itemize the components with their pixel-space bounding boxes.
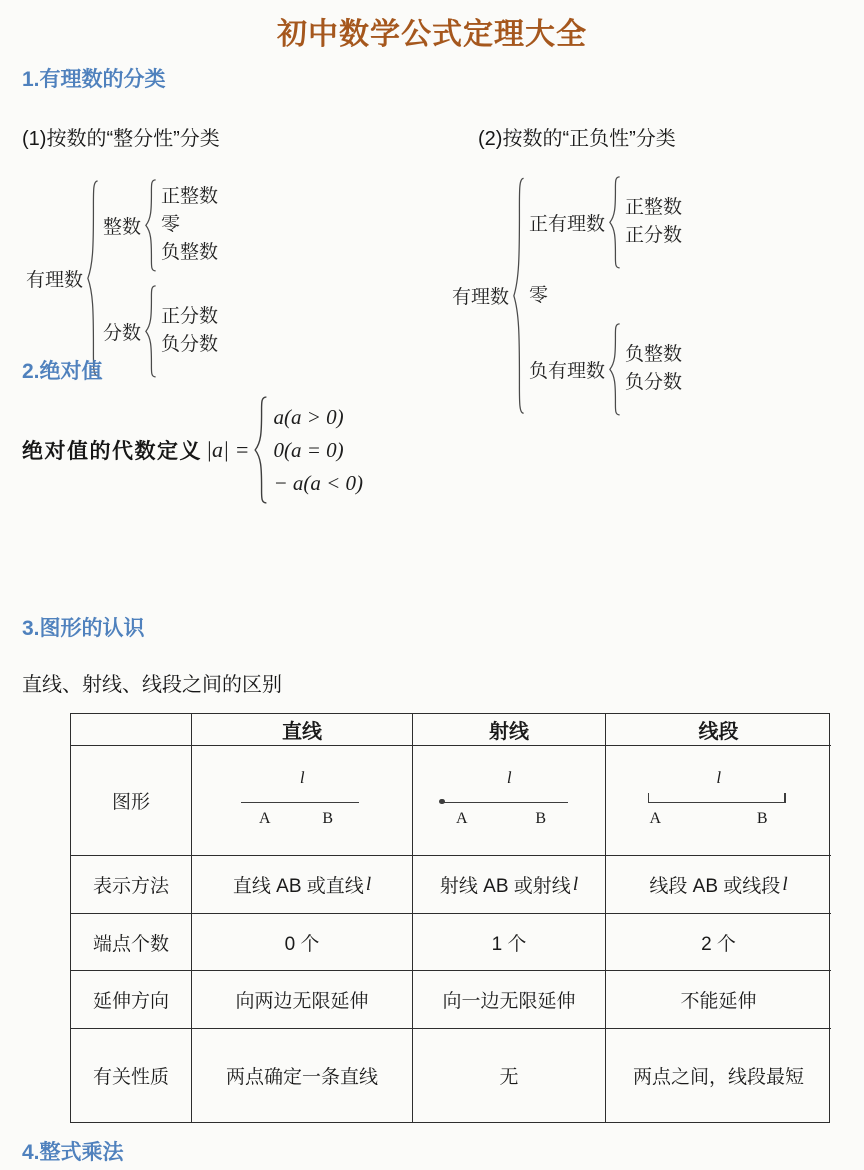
header-cell-line: 直线 [192, 714, 413, 746]
rational-number-tree-by-sign [452, 176, 682, 416]
rational-number-tree-by-integrality [26, 179, 218, 378]
figure-cell-segment [606, 746, 831, 856]
section-2-heading: 2.绝对值 [22, 360, 103, 383]
table-subtitle: 直线、射线、线段之间的区别 [22, 674, 282, 696]
segment-shape [648, 802, 786, 803]
row-label-properties: 有关性质 [71, 1029, 192, 1122]
formula-label: 绝对值的代数定义 [22, 440, 202, 463]
formula-lhs: |a| = [206, 437, 250, 462]
absolute-value-definition [22, 396, 363, 504]
line-diagram [227, 766, 377, 836]
extension-segment: 不能延伸 [606, 971, 831, 1029]
extension-line: 向两边无限延伸 [192, 971, 413, 1029]
tree-leaf: 正整数 [161, 186, 219, 208]
endpoint-count-line: 0 个 [192, 914, 413, 971]
tree-leaves [161, 303, 218, 359]
tree-branch-zero [529, 282, 682, 310]
tree-leaves [161, 183, 218, 267]
notation-variable: l [782, 873, 788, 895]
row-label-figure: 图形 [71, 746, 192, 856]
endpoint-count-segment: 2 个 [606, 914, 831, 971]
tree-root-label: 有理数 [452, 287, 510, 309]
point-a-label: A [649, 809, 662, 827]
point-a-label: A [259, 809, 271, 827]
tree-leaf: 正整数 [625, 197, 683, 219]
tree-branch-positive-rationals [529, 176, 682, 269]
left-brace-icon [608, 176, 621, 269]
ray-shape [440, 802, 568, 803]
section-3-heading: 3.图形的认识 [22, 617, 145, 640]
left-brace-icon [86, 179, 99, 378]
tree-branch-label: 整数 [103, 216, 142, 238]
tree-branch-label: 正有理数 [529, 213, 606, 235]
case-positive: a(a > 0) [273, 404, 344, 429]
endpoint-labels [434, 810, 584, 828]
notation-cell-segment [606, 856, 831, 914]
point-b-label: B [535, 809, 546, 827]
row-label-endpoint-count: 端点个数 [71, 914, 192, 971]
tree-branches [103, 179, 218, 378]
point-b-label: B [756, 809, 768, 827]
figure-cell-line [192, 746, 413, 856]
property-ray: 无 [413, 1029, 606, 1122]
left-brace-icon [144, 179, 157, 272]
segment-diagram [644, 766, 794, 836]
classification-subheading-2: (2)按数的“正负性”分类 [478, 128, 676, 150]
notation-text: 直线 AB 或直线 [232, 876, 364, 897]
line-ray-segment-table [70, 713, 830, 1123]
tree-leaf: 负整数 [161, 242, 219, 264]
notation-text: 射线 AB 或射线 [439, 876, 571, 897]
tree-leaf: 负分数 [625, 372, 683, 394]
tree-leaf: 负整数 [625, 344, 683, 366]
tree-leaf: 负分数 [161, 334, 219, 356]
endpoint-count-ray: 1 个 [413, 914, 606, 971]
tree-branches [529, 176, 682, 416]
notation-text: 线段 AB 或线段 [649, 876, 781, 897]
tree-leaves [625, 194, 682, 250]
row-label-notation: 表示方法 [71, 856, 192, 914]
tree-branch-fractions [103, 285, 218, 378]
header-cell-ray: 射线 [413, 714, 606, 746]
figure-cell-ray [413, 746, 606, 856]
notation-cell-line [192, 856, 413, 914]
tree-leaves [625, 341, 682, 397]
ray-name-label: l [506, 767, 512, 787]
tree-leaf: 零 [161, 214, 181, 236]
point-a-label: A [456, 809, 468, 827]
tree-branch-label: 分数 [103, 322, 142, 344]
tree-branch-negative-rationals [529, 323, 682, 416]
notation-cell-ray [413, 856, 606, 914]
line-shape [241, 802, 359, 803]
tree-root-label: 有理数 [26, 269, 84, 291]
notation-variable: l [572, 873, 579, 895]
ray-diagram [434, 766, 584, 836]
tree-branch-label: 负有理数 [529, 360, 606, 382]
segment-name-label: l [716, 767, 722, 787]
case-zero: 0(a = 0) [273, 437, 344, 462]
section-1-heading: 1.有理数的分类 [22, 68, 166, 91]
endpoint-labels [644, 810, 794, 828]
left-brace-icon [608, 323, 621, 416]
left-brace-icon [144, 285, 157, 378]
piecewise-cases [273, 401, 363, 500]
left-brace-icon [253, 396, 268, 504]
document-title: 初中数学公式定理大全 [277, 18, 587, 51]
tree-leaf: 正分数 [625, 225, 683, 247]
row-label-extension: 延伸方向 [71, 971, 192, 1029]
line-name-label: l [299, 767, 305, 787]
notation-variable: l [365, 873, 372, 895]
left-brace-icon [512, 176, 525, 416]
section-4-heading: 4.整式乘法 [22, 1141, 124, 1164]
property-line: 两点确定一条直线 [192, 1029, 413, 1122]
classification-subheading-1: (1)按数的“整分性”分类 [22, 128, 220, 150]
tree-branch-label: 零 [529, 284, 549, 306]
endpoint-labels [227, 810, 377, 828]
header-cell-blank [71, 714, 192, 746]
case-negative: − a(a < 0) [273, 470, 364, 495]
point-b-label: B [322, 809, 333, 827]
extension-ray: 向一边无限延伸 [413, 971, 606, 1029]
property-segment: 两点之间，线段最短 [632, 1067, 804, 1088]
tree-branch-integers [103, 179, 218, 272]
tree-leaf: 正分数 [161, 306, 219, 328]
header-cell-segment: 线段 [606, 714, 831, 746]
